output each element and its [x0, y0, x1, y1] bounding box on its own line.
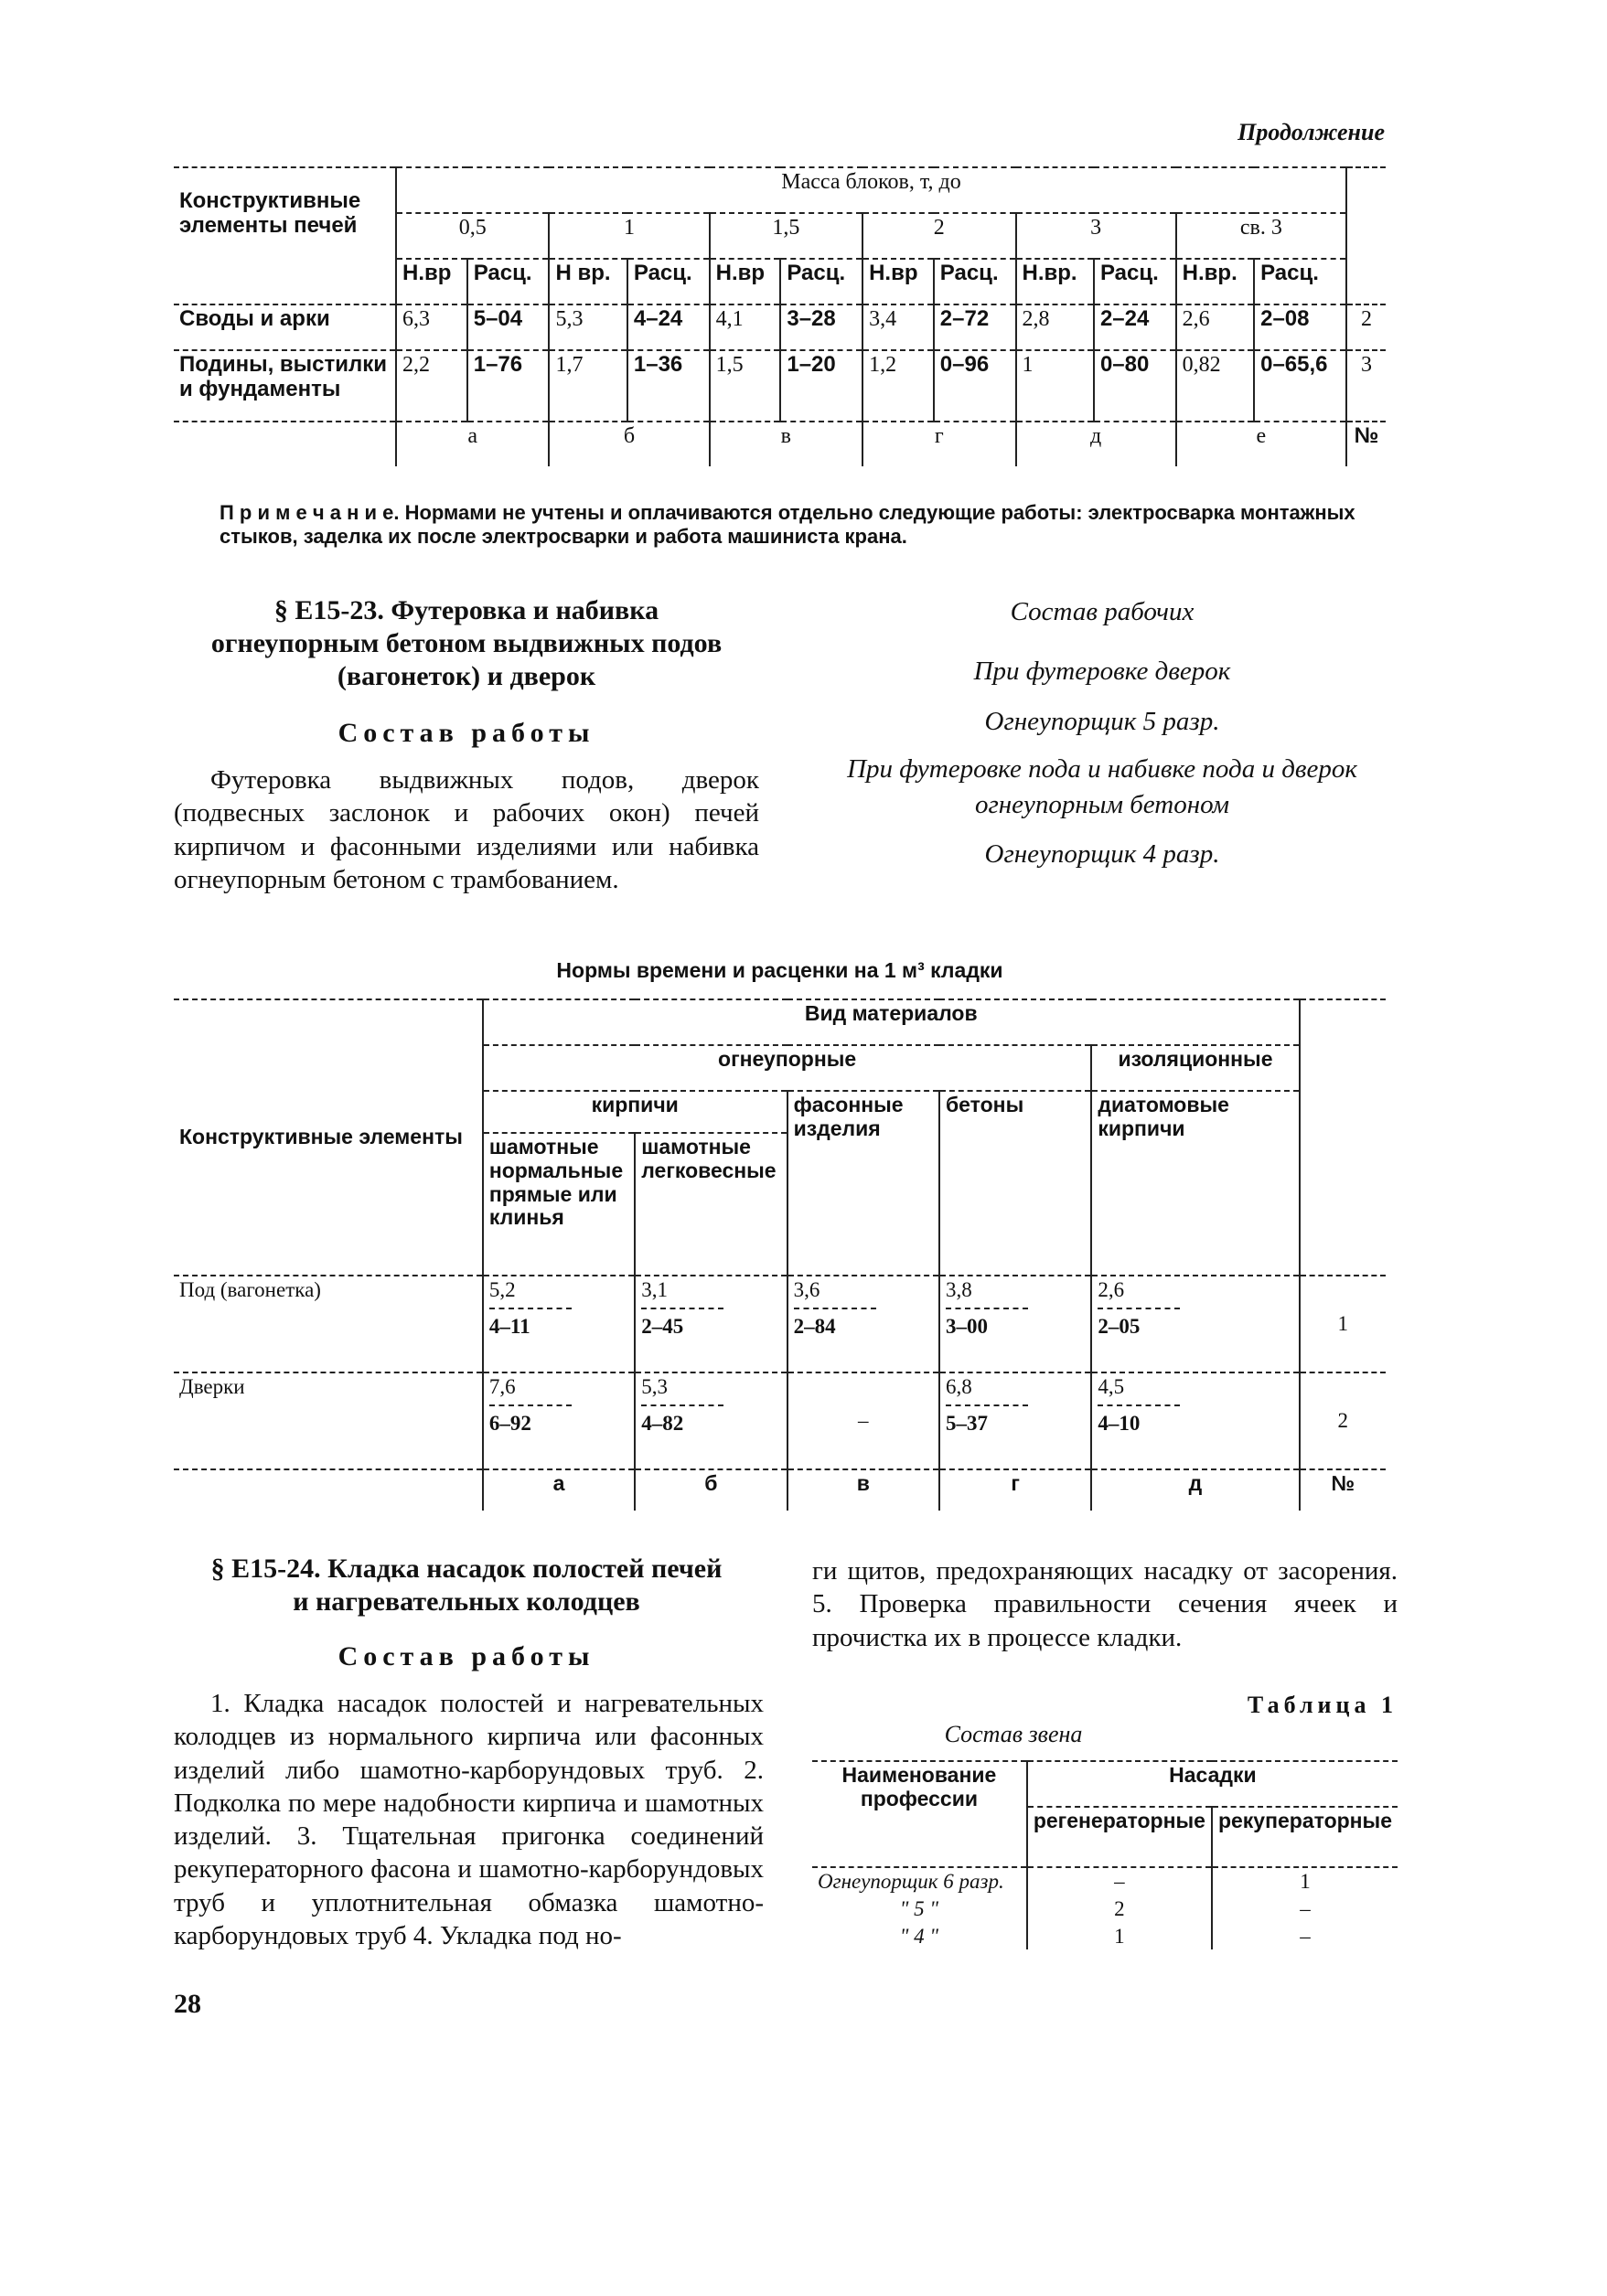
section-23-title: § Е15-23. Футеровка и набивка огнеупорным бетоном выдвижных подов (вагонеток) и дверок	[210, 595, 723, 691]
col-nvr: Н.вр	[862, 259, 934, 304]
note: П р и м е ч а н и е. Нормами не учтены и оплачиваются отдельно следующие работы: электросварка монтажных стыков, заделка их после электросварки и работа машиниста крана.	[220, 501, 1355, 549]
rate: 3–00	[945, 1314, 988, 1338]
column-letter: б	[549, 422, 709, 466]
table3-caption: Состав звена	[944, 1721, 1083, 1747]
column-letter: а	[396, 422, 549, 466]
section-24-work-text-left: 1. Кладка насадок полостей и нагревательных колодцев из нормального кирпича или фасонных изделий либо шамотно-карборундовых труб. 2. Подколка по мере надобности кирпича и шамотных изделий. 3. Тщательная пригонка соединений рекуператорного фасона и шамотно-карборундовых труб и уплотнительная обмазка шамотно-карборундовых труб 4. Укладка под но-	[174, 1689, 764, 1950]
cell-value: 4,1	[710, 304, 781, 350]
cell-value: 2–08	[1254, 304, 1346, 350]
cell-value: 1	[1016, 350, 1094, 422]
col-rasc: Расц.	[467, 259, 550, 304]
mass-group: 2	[862, 213, 1015, 259]
cell-value: 1–36	[627, 350, 710, 422]
column-letter: д	[1091, 1469, 1299, 1511]
cell-value: 5,3	[549, 304, 627, 350]
col-regen: регенераторные	[1027, 1807, 1212, 1867]
cell-value: 2,8	[1016, 304, 1094, 350]
recup-count: –	[1212, 1923, 1398, 1950]
table-row	[174, 350, 1386, 422]
mass-group: 1,5	[710, 213, 862, 259]
table-crew-composition	[812, 1760, 1398, 1949]
table-row	[174, 304, 1386, 350]
table2-concrete-header: бетоны	[939, 1091, 1091, 1276]
col-nvr: Н вр.	[549, 259, 627, 304]
workers-line: При футеровке пода и набивке пода и дверок огнеупорным бетоном	[847, 754, 1357, 820]
profession: " 4 "	[899, 1924, 939, 1948]
row-number: 2	[1300, 1372, 1386, 1469]
col-rasc: Расц.	[1094, 259, 1176, 304]
section-24-title: § Е15-24. Кладка насадок полостей печей и нагревательных колодцев	[210, 1554, 723, 1617]
cell-value: 2,2	[396, 350, 467, 422]
column-letter: д	[1016, 422, 1176, 466]
cell-value: 6,3	[396, 304, 467, 350]
table2-refractory-header: огнеупорные	[483, 1045, 1092, 1091]
table-row	[812, 1923, 1398, 1950]
workers-line: Огнеупорщик 4 разр.	[984, 839, 1220, 869]
recup-count: 1	[1212, 1867, 1398, 1896]
column-letter: а	[483, 1469, 635, 1511]
table-row	[174, 1372, 1386, 1469]
row-label: Дверки	[174, 1372, 483, 1469]
cell-value: 3–28	[780, 304, 862, 350]
cell-value: 1–20	[780, 350, 862, 422]
col-rasc: Расц.	[780, 259, 862, 304]
rate: 5–37	[945, 1411, 988, 1435]
table2-chamotte-light: шамотные легковесные	[635, 1133, 787, 1276]
cell-value: 0–80	[1094, 350, 1176, 422]
rate: 2–45	[641, 1314, 684, 1338]
table2-elements-header: Конструктивные элементы	[174, 999, 483, 1276]
col-profession: Наименование профессии	[812, 1761, 1027, 1867]
num-label: №	[1346, 422, 1386, 466]
section-23-work-heading: Состав работы	[337, 718, 595, 748]
page-number: 28	[174, 1989, 201, 2019]
norm-time: 7,6	[489, 1375, 572, 1406]
col-rasc: Расц.	[627, 259, 710, 304]
rate: 4–10	[1098, 1411, 1141, 1435]
column-letter: б	[635, 1469, 787, 1511]
table-number-label: Таблица 1	[1247, 1692, 1398, 1718]
profession: " 5 "	[899, 1896, 939, 1920]
rate: 2–84	[793, 1314, 836, 1338]
norm-time: 4,5	[1098, 1375, 1180, 1406]
cell-value: 2,6	[1176, 304, 1254, 350]
table1-mass-header: Масса блоков, т, до	[396, 167, 1346, 213]
section-23-workers-heading: Состав рабочих	[1010, 597, 1195, 626]
norm-time: 3,6	[794, 1278, 876, 1309]
mass-group: 1	[549, 213, 709, 259]
norm-time: 2,6	[1098, 1278, 1180, 1309]
table1-elements-header: Конструктивные элементы печей	[174, 167, 396, 259]
table-row	[812, 1896, 1398, 1923]
cell-value: 0,82	[1176, 350, 1254, 422]
mass-group: 3	[1016, 213, 1176, 259]
row-number: 3	[1346, 350, 1386, 422]
norm-time: 5,2	[489, 1278, 572, 1309]
workers-line: При футеровке дверок	[973, 657, 1231, 686]
empty-cell: –	[787, 1372, 939, 1469]
regen-count: –	[1027, 1867, 1212, 1896]
workers-line: Огнеупорщик 5 разр.	[984, 707, 1220, 736]
recup-count: –	[1212, 1896, 1398, 1923]
cell-value: 1–76	[467, 350, 550, 422]
col-nvr: Н.вр	[396, 259, 467, 304]
column-letter: в	[787, 1469, 939, 1511]
table2-diatomite-header: диатомовые кирпичи	[1091, 1091, 1299, 1276]
cell-value: 0–96	[934, 350, 1016, 422]
col-nvr: Н.вр.	[1176, 259, 1254, 304]
table2-caption: Нормы времени и расценки на 1 м³ кладки	[556, 958, 1003, 982]
cell-value: 2–72	[934, 304, 1016, 350]
column-letter: е	[1176, 422, 1346, 466]
col-nvr: Н.вр.	[1016, 259, 1094, 304]
table-row	[174, 1276, 1386, 1372]
col-nvr: Н.вр	[710, 259, 781, 304]
cell-value: 1,7	[549, 350, 627, 422]
regen-count: 1	[1027, 1923, 1212, 1950]
continuation-label: Продолжение	[1237, 119, 1385, 145]
norm-time: 3,8	[946, 1278, 1028, 1309]
column-letter: в	[710, 422, 862, 466]
row-label: Подины, выстилки и фундаменты	[174, 350, 396, 422]
cell-value: 2–24	[1094, 304, 1176, 350]
regen-count: 2	[1027, 1896, 1212, 1923]
col-recup: рекуператорные	[1212, 1807, 1398, 1867]
mass-group: св. 3	[1176, 213, 1346, 259]
cell-value: 5–04	[467, 304, 550, 350]
column-letter: г	[939, 1469, 1091, 1511]
num-label: №	[1300, 1469, 1386, 1511]
cell-value: 4–24	[627, 304, 710, 350]
rate: 4–82	[641, 1411, 684, 1435]
col-nasadki: Насадки	[1027, 1761, 1398, 1807]
cell-value: 0–65,6	[1254, 350, 1346, 422]
mass-group: 0,5	[396, 213, 549, 259]
section-24-work-heading: Состав работы	[337, 1641, 595, 1671]
cell-value: 3,4	[862, 304, 934, 350]
column-letter: г	[862, 422, 1015, 466]
table2-materials-header: Вид материалов	[483, 999, 1300, 1045]
section-24-work-text-right: ги щитов, предохраняющих насадку от засорения. 5. Проверка правильности сечения ячеек и прочистка их в процессе кладки.	[812, 1556, 1398, 1652]
table-lining-norms	[174, 998, 1386, 1511]
rate: 6–92	[488, 1411, 531, 1435]
col-rasc: Расц.	[934, 259, 1016, 304]
table2-shaped-header: фасонные изделия	[787, 1091, 939, 1276]
section-23-work-text: Футеровка выдвижных подов, дверок (подвесных заслонок и рабочих окон) печей кирпичом и фасонными изделиями или набивка огнеупорным бетоном с трамбованием.	[174, 765, 759, 894]
cell-value: 1,2	[862, 350, 934, 422]
norm-time: 3,1	[641, 1278, 723, 1309]
table2-insulating-header: изоляционные	[1091, 1045, 1299, 1091]
cell-value: 1,5	[710, 350, 781, 422]
row-number: 2	[1346, 304, 1386, 350]
row-number: 1	[1300, 1276, 1386, 1372]
rate: 4–11	[488, 1314, 530, 1338]
row-label: Своды и арки	[174, 304, 396, 350]
table-block-mass-norms	[174, 166, 1386, 466]
table2-chamotte-normal: шамотные нормальные прямые или клинья	[483, 1133, 635, 1276]
norm-time: 5,3	[641, 1375, 723, 1406]
table-row	[812, 1867, 1398, 1896]
profession: Огнеупорщик 6 разр.	[812, 1867, 1027, 1896]
row-label: Под (вагонетка)	[174, 1276, 483, 1372]
norm-time: 6,8	[946, 1375, 1028, 1406]
table2-bricks-header: кирпичи	[483, 1091, 787, 1133]
col-rasc: Расц.	[1254, 259, 1346, 304]
rate: 2–05	[1098, 1314, 1141, 1338]
